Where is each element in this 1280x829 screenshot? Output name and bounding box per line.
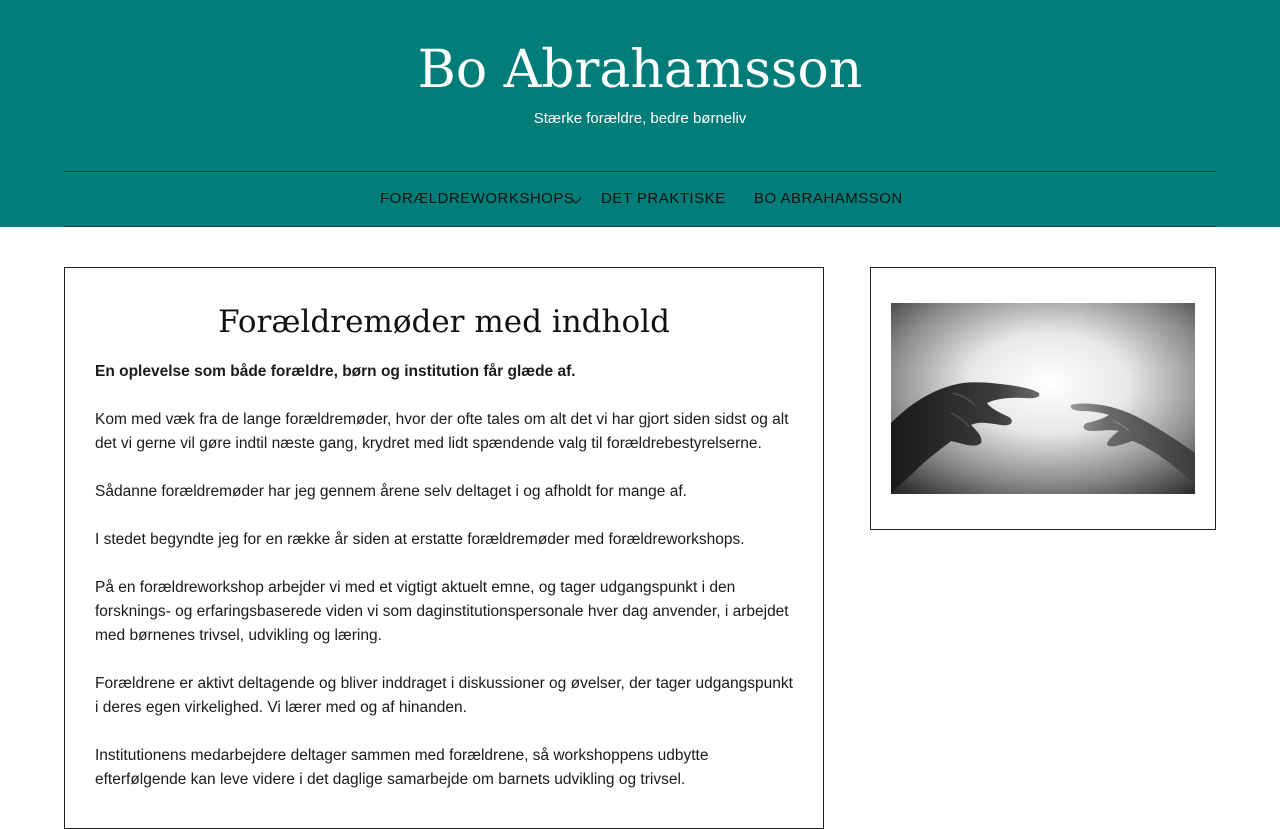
- hands-reaching-image: [891, 303, 1195, 494]
- site-tagline: Stærke forældre, bedre børneliv: [533, 110, 747, 127]
- article-paragraph: I stedet begyndte jeg for en række år siden at erstatte forældremøder med forældreworkshops.: [95, 531, 745, 548]
- article-paragraph: På en forældreworkshop arbejder vi med et vigtigt aktuelt emne, og tager udgangspunkt i den forsknings- og erfaringsbaserede viden vi som daginstitutionspersonale hver dag anvender, i arbejdet med børnenes trivsel, udvikling og læring.: [95, 579, 789, 644]
- article-intro: En oplevelse som både forældre, børn og institution får glæde af.: [95, 363, 576, 380]
- article: [64, 267, 824, 829]
- article-paragraph: Institutionens medarbejdere deltager sammen med forældrene, så workshoppens udbytte efterfølgende kan leve videre i det daglige samarbejde om barnets udvikling og trivsel.: [95, 747, 709, 788]
- article-paragraph: Sådanne forældremøder har jeg gennem årene selv deltaget i og afholdt for mange af.: [95, 483, 687, 500]
- article-paragraph: Forældrene er aktivt deltagende og bliver inddraget i diskussioner og øvelser, der tager udgangspunkt i deres egen virkelighed. Vi lærer med og af hinanden.: [95, 675, 793, 716]
- nav-item-label: DET PRAKTISKE: [601, 190, 726, 207]
- nav-item-label: FORÆLDREWORKSHOPS: [380, 190, 575, 207]
- site-title[interactable]: Bo Abrahamsson: [417, 40, 863, 100]
- site-header: [0, 0, 1280, 227]
- nav-item-foraeldreworkshops[interactable]: [380, 172, 574, 226]
- nav-item-label: BO ABRAHAMSSON: [754, 190, 903, 207]
- nav-item-bo-abrahamsson[interactable]: [754, 172, 903, 226]
- main-navigation: [64, 171, 1216, 227]
- sidebar-image-widget: [870, 267, 1216, 530]
- article-paragraph: Kom med væk fra de lange forældremøder, hvor der ofte tales om alt det vi har gjort siden sidst og alt det vi gerne vil gøre indtil næste gang, krydret med lidt spændende valg til forældrebestyrelserne.: [95, 411, 789, 452]
- nav-item-det-praktiske[interactable]: [601, 172, 726, 226]
- article-title: Forældremøder med indhold: [218, 304, 670, 340]
